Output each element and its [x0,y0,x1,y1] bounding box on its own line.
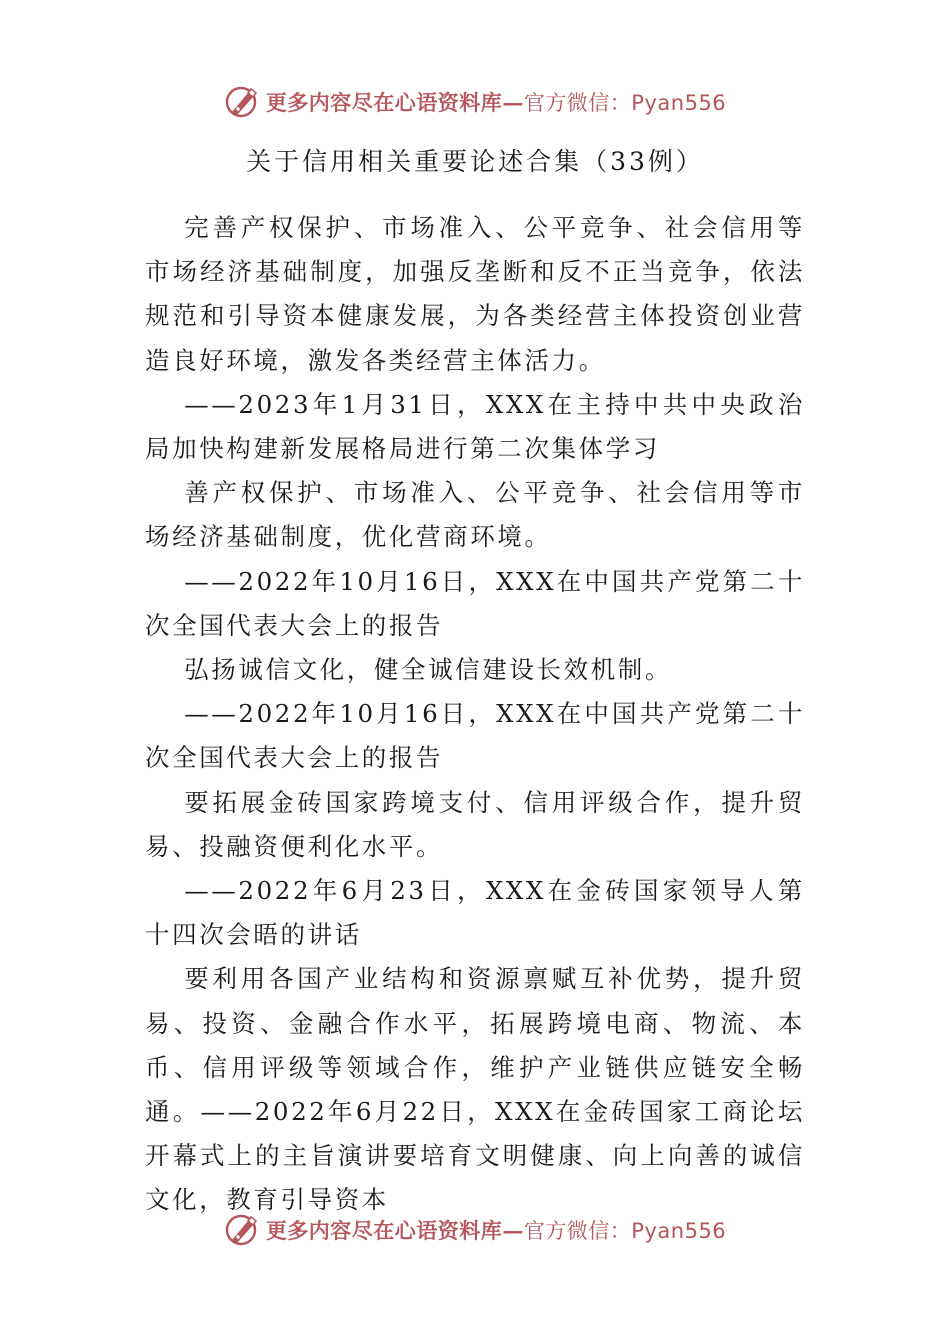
paragraph: 善产权保护、市场准入、公平竞争、社会信用等市场经济基础制度，优化营商环境。 [145,478,805,552]
banner-separator: — [502,1217,524,1243]
document-body [145,206,805,1223]
banner-separator: — [502,89,524,115]
paragraph: 弘扬诚信文化，健全诚信建设长效机制。 [184,655,672,685]
footer-banner [0,1208,950,1252]
paragraph: 要拓展金砖国家跨境支付、信用评级合作，提升贸易、投融资便利化水平。 [145,787,805,861]
paragraph: 要利用各国产业结构和资源禀赋互补优势，提升贸易、投资、金融合作水平，拓展跨境电商、物流、本币、信用评级等领域合作，维护产业链供应链安全畅通。——2022年6月22日，XXX在金砖国家工商论坛开幕式上的主旨演讲要培育文明健康、向上向善的诚信文化，教育引导资本 [145,964,805,1215]
banner-brand-text: 更多内容尽在心语资料库 [265,1218,503,1243]
citation-paragraph: ——2022年10月16日，XXX在中国共产党第二十次全国代表大会上的报告 [145,566,805,640]
pen-logo-icon [224,1212,260,1248]
banner-wechat-text: 官方微信：Pyan556 [523,91,727,115]
header-banner [0,80,950,124]
banner-brand-text: 更多内容尽在心语资料库 [265,90,503,115]
citation-paragraph: ——2022年6月23日，XXX在金砖国家领导人第十四次会晤的讲话 [145,876,805,950]
paragraph: 完善产权保护、市场准入、公平竞争、社会信用等市场经济基础制度，加强反垄断和反不正当竞争，依法规范和引导资本健康发展，为各类经营主体投资创业营造良好环境，激发各类经营主体活力。 [145,213,805,375]
citation-paragraph: ——2022年10月16日，XXX在中国共产党第二十次全国代表大会上的报告 [145,699,805,773]
banner-wechat-text: 官方微信：Pyan556 [523,1219,727,1243]
document-title: 关于信用相关重要论述合集（33例） [246,147,704,176]
citation-paragraph: ——2023年1月31日，XXX在主持中共中央政治局加快构建新发展格局进行第二次集体学习 [145,389,805,464]
pen-logo-icon [224,84,260,120]
